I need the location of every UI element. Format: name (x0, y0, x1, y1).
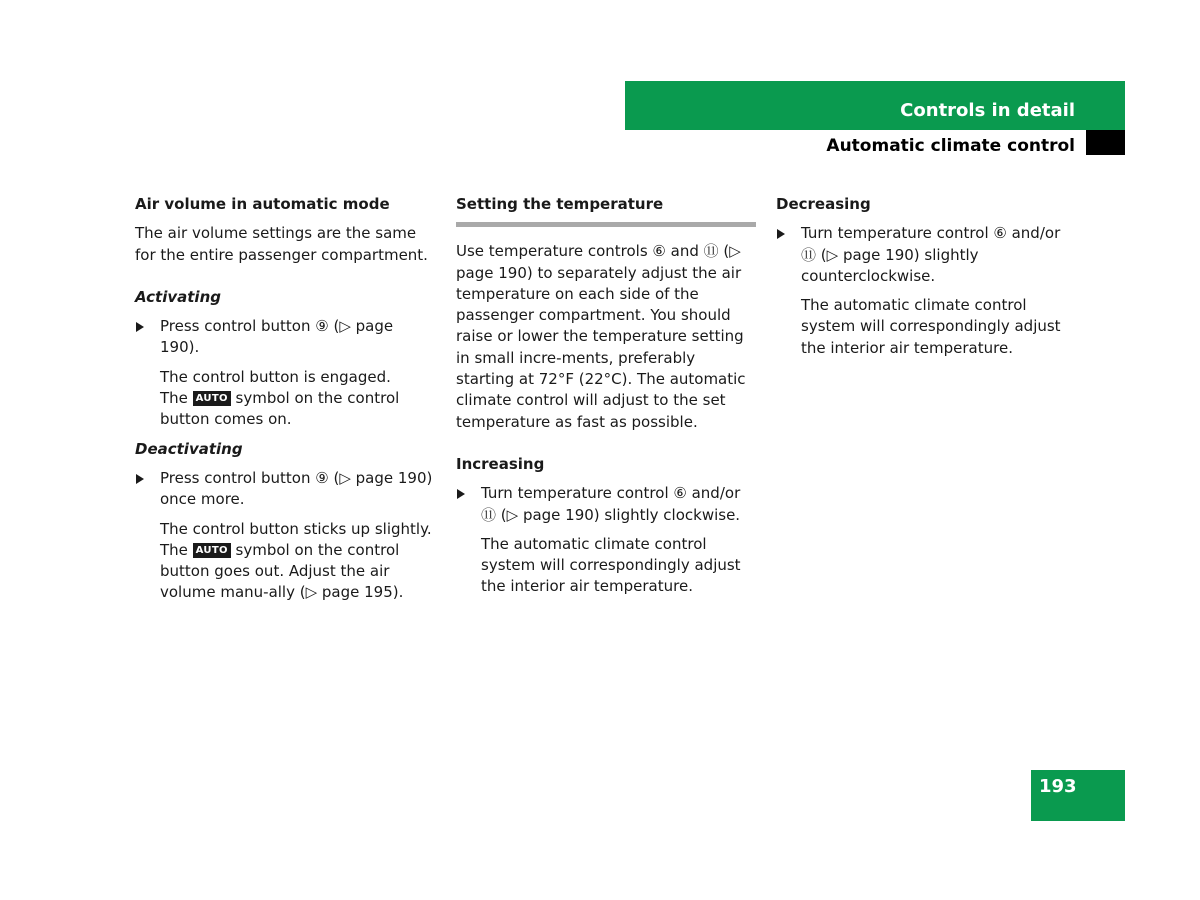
page-number-box (1031, 770, 1125, 821)
temperature-intro: Use temperature controls ⑥ and ⑪ (▷ page 190) to separately adjust the air temperature on each side of the passenger compartment. You should raise or lower the temperature setting in small incre-ments, preferably starting at 72°F (22°C). The automatic climate control will adjust to the set temperature as fast as possible. (456, 242, 746, 431)
header-band (625, 81, 1125, 130)
step-decreasing: Turn temperature control ⑥ and/or ⑪ (▷ page 190) slightly counterclockwise. (776, 223, 1076, 287)
bullet-triangle-icon (136, 474, 144, 484)
section-title: Controls in detail (900, 100, 1075, 121)
heading-increasing: Increasing (456, 454, 545, 473)
column-1 (135, 194, 435, 612)
callout-number: ⑨ (315, 468, 329, 487)
step-deactivating: Press control button ⑨ (▷ page 190) once more. (135, 468, 435, 511)
result-activating: The control button is engaged. The AUTO symbol on the control button comes on. (160, 367, 400, 429)
callout-number: ⑪ (481, 505, 497, 524)
page-number: 193 (1039, 776, 1077, 797)
subsection-title: Automatic climate control (826, 136, 1075, 156)
heading-deactivating: Deactivating (135, 439, 243, 458)
callout-number: ⑨ (315, 317, 329, 336)
callout-number: ⑪ (801, 245, 817, 264)
step-increasing: Turn temperature control ⑥ and/or ⑪ (▷ page 190) slightly clockwise. (456, 483, 756, 526)
intro-paragraph: The air volume settings are the same for the entire passenger compartment. (135, 224, 428, 264)
section-marker (1086, 130, 1125, 155)
column-3 (776, 194, 1076, 367)
bullet-triangle-icon (136, 322, 144, 332)
heading-decreasing: Decreasing (776, 195, 871, 213)
callout-number: ⑥ (652, 242, 666, 261)
result-decreasing: The automatic climate control system will correspondingly adjust the interior air temperature. (801, 296, 1061, 357)
bullet-triangle-icon (457, 489, 465, 499)
result-deactivating: The control button sticks up slightly. The AUTO symbol on the control button goes out. Adjust the air volume manu-ally (▷ page 195). (160, 519, 432, 602)
heading-activating: Activating (135, 287, 221, 306)
result-increasing: The automatic climate control system will correspondingly adjust the interior air temperature. (481, 534, 741, 596)
column-2 (456, 194, 756, 606)
bullet-triangle-icon (777, 229, 785, 239)
heading-setting-temperature: Setting the temperature (456, 194, 756, 227)
callout-number: ⑪ (703, 242, 719, 261)
callout-number: ⑥ (673, 484, 687, 503)
step-activating: Press control button ⑨ (▷ page 190). (135, 316, 435, 359)
heading-air-volume: Air volume in automatic mode (135, 195, 390, 213)
callout-number: ⑥ (993, 224, 1007, 243)
auto-symbol-icon: AUTO (193, 391, 231, 406)
auto-symbol-icon: AUTO (193, 543, 231, 558)
